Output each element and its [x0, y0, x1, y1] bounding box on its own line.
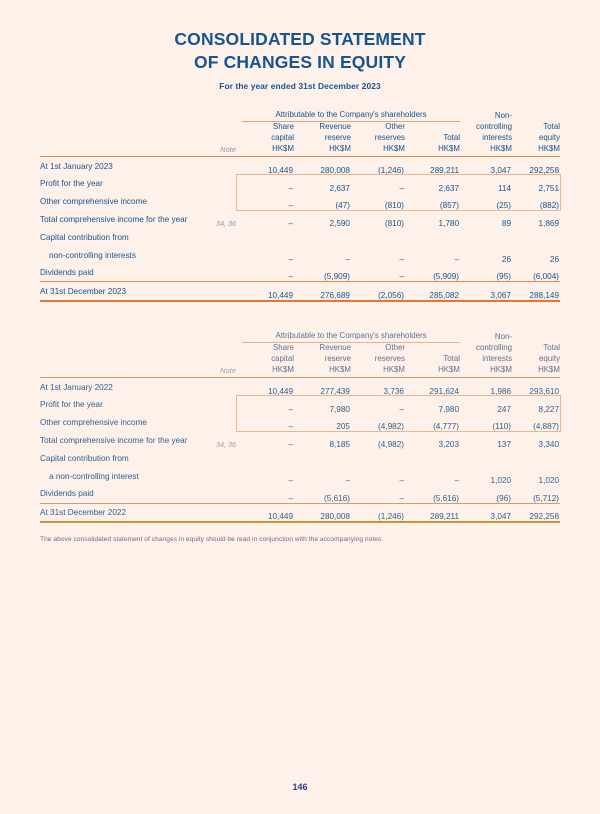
col-units-nci: HK$M: [460, 144, 512, 157]
table-row: [40, 210, 560, 228]
cell-total: 289,211: [430, 165, 460, 175]
col-header-total-equity-l3: equity: [538, 132, 561, 142]
table-row: [40, 378, 560, 396]
col-header-nci-l2: controlling: [476, 342, 513, 352]
row-label: Capital contribution from: [40, 232, 129, 242]
spacer-cell: [40, 342, 208, 354]
col-header-note: Note: [208, 144, 242, 157]
cell-share-capital: –: [288, 422, 293, 432]
col-header-total-equity-l2: Total: [543, 121, 561, 131]
col-header-total-l1: [405, 342, 460, 354]
cell-total: –: [454, 475, 460, 485]
cell-share-capital: 10,449: [242, 503, 294, 522]
cell-revenue-reserve: 2,590: [329, 219, 350, 229]
cell-other-reserves: (810): [384, 201, 404, 211]
cell-revenue-reserve: (47): [335, 201, 350, 211]
page-title-line-2: OF CHANGES IN EQUITY: [193, 52, 407, 73]
cell-total-equity: [512, 228, 560, 246]
col-header-nci-l3: interests: [482, 353, 513, 363]
col-units-total-equity: HK$M: [512, 144, 560, 157]
row-note: [208, 228, 242, 246]
cell-total-equity: 293,610: [529, 386, 560, 396]
cell-total: (5,616): [433, 493, 460, 503]
table-2023-column-header-row-2: [40, 133, 560, 144]
row-note: [208, 485, 242, 503]
cell-total-equity: 292,258: [529, 165, 560, 175]
cell-total-equity: 292,258: [512, 503, 560, 522]
cell-revenue-reserve: 276,689: [294, 282, 351, 301]
cell-share-capital: –: [288, 254, 293, 264]
cell-nci: (96): [496, 493, 512, 503]
cell-nci: 89: [501, 219, 512, 229]
cell-other-reserves: –: [399, 183, 404, 193]
table-2023-group-header-row: [40, 107, 560, 121]
row-note: [208, 467, 242, 485]
cell-revenue-reserve: (5,909): [324, 272, 350, 282]
page-title: [0, 28, 600, 74]
cell-nci: 3,047: [460, 503, 512, 522]
row-note: 34, 36: [216, 440, 236, 450]
cell-other-reserves: (4,982): [378, 422, 404, 432]
group-header-attributable: Attributable to the Company's shareholders: [242, 328, 460, 342]
cell-share-capital: 10,449: [267, 165, 293, 175]
cell-revenue-reserve: 280,008: [320, 165, 350, 175]
table-row: [40, 246, 560, 264]
cell-total-equity: 26: [549, 254, 560, 264]
statement-table-2022: [40, 328, 560, 523]
group-header-nci-top: Non-: [494, 332, 513, 342]
row-label: At 31st December 2023: [40, 282, 208, 301]
table-row: [40, 467, 560, 485]
col-header-revenue-reserve-l2: reserve: [324, 353, 351, 363]
cell-total: 291,624: [429, 386, 460, 396]
cell-revenue-reserve: (5,616): [324, 493, 350, 503]
col-header-other-reserves-l1: Other: [385, 342, 405, 352]
cell-total: (5,909): [433, 272, 460, 282]
col-units-total-equity: HK$M: [512, 365, 560, 378]
row-label: Profit for the year: [40, 179, 103, 189]
cell-share-capital: [242, 228, 294, 246]
col-units-other-reserves: HK$M: [351, 365, 405, 378]
row-label: At 1st January 2023: [40, 161, 113, 171]
col-header-other-reserves-l2: reserves: [374, 353, 405, 363]
table-2023-column-header-row: [40, 121, 560, 133]
spacer-cell: [40, 133, 208, 144]
cell-total: (4,777): [433, 422, 460, 432]
table-row: [40, 485, 560, 503]
cell-other-reserves: (810): [384, 219, 404, 229]
cell-revenue-reserve: –: [345, 475, 350, 485]
cell-share-capital: –: [288, 475, 293, 485]
col-header-revenue-reserve-l2: reserve: [324, 132, 351, 142]
cell-nci: 3,067: [460, 282, 512, 301]
row-label: Other comprehensive income: [40, 197, 147, 207]
cell-total-equity: 8,227: [538, 404, 560, 414]
cell-total-equity: (882): [539, 201, 560, 211]
page-number: 146: [292, 782, 308, 792]
cell-share-capital: –: [288, 183, 293, 193]
table-2023-units-row: [40, 144, 560, 157]
cell-revenue-reserve: 205: [336, 422, 350, 432]
cell-total-equity: (6,004): [533, 272, 560, 282]
row-label: Total comprehensive income for the year: [40, 436, 188, 446]
col-header-total-l2: Total: [443, 132, 461, 142]
row-note: [208, 175, 242, 193]
cell-other-reserves: –: [399, 272, 404, 282]
cell-total-equity: [512, 449, 560, 467]
col-units-other-reserves: HK$M: [351, 144, 405, 157]
cell-nci: 3,047: [490, 165, 512, 175]
col-units-total: HK$M: [405, 144, 460, 157]
row-note: [208, 396, 242, 414]
row-note: [208, 414, 242, 432]
col-units-total: HK$M: [405, 365, 460, 378]
table-2022-header: [40, 328, 560, 377]
row-label: non-controlling interests: [49, 250, 136, 260]
cell-share-capital: –: [288, 493, 293, 503]
table-2022-column-header-row-2: [40, 354, 560, 365]
cell-share-capital: –: [288, 404, 293, 414]
col-header-total-equity-l3: equity: [538, 353, 561, 363]
table-row: [40, 449, 560, 467]
cell-total: 289,211: [405, 503, 460, 522]
col-units-share-capital: HK$M: [242, 365, 294, 378]
col-header-revenue-reserve-l1: Revenue: [319, 342, 351, 352]
col-header-other-reserves-l2: reserves: [374, 132, 405, 142]
cell-nci: (95): [496, 272, 512, 282]
row-label: a non-controlling interest: [49, 471, 139, 481]
cell-other-reserves: (1,246): [378, 165, 404, 175]
cell-total-equity: 1,869: [538, 219, 560, 229]
cell-nci: [460, 228, 512, 246]
col-header-share-capital-l2: capital: [271, 353, 294, 363]
spacer-cell: [208, 133, 242, 144]
row-note: [208, 503, 242, 522]
cell-other-reserves: (4,982): [378, 440, 404, 450]
cell-total: 1,780: [438, 219, 460, 229]
spacer-cell: [40, 328, 208, 342]
cell-total-equity: 2,751: [538, 183, 560, 193]
spacer-cell: [208, 121, 242, 133]
spacer-cell: [208, 328, 242, 342]
row-label: Other comprehensive income: [40, 418, 147, 428]
spacer-cell: [208, 107, 242, 121]
cell-share-capital: [242, 449, 294, 467]
cell-nci: 26: [501, 254, 512, 264]
cell-other-reserves: (2,056): [351, 282, 405, 301]
col-header-total-equity-l2: Total: [543, 342, 561, 352]
spacer-cell: [40, 107, 208, 121]
table-row: [40, 431, 560, 449]
spacer-cell: [40, 144, 208, 157]
cell-revenue-reserve: 277,439: [320, 386, 350, 396]
cell-other-reserves: 3,736: [383, 386, 404, 396]
group-header-nci-top: Non-: [494, 111, 513, 121]
col-units-nci: HK$M: [460, 365, 512, 378]
footnote-text: The above consolidated statement of changes in equity should be read in conjunction with the accompanying notes.: [40, 536, 384, 544]
table-2022-column-header-row: [40, 342, 560, 354]
cell-revenue-reserve: 2,637: [329, 183, 350, 193]
row-note: 34, 36: [216, 219, 236, 229]
table-2023-header: [40, 107, 560, 156]
cell-nci: 1,020: [490, 475, 512, 485]
cell-other-reserves: –: [399, 475, 404, 485]
cell-total: –: [454, 254, 460, 264]
cell-share-capital: 10,449: [267, 386, 293, 396]
cell-revenue-reserve: 280,008: [294, 503, 351, 522]
cell-revenue-reserve: 7,980: [329, 404, 350, 414]
cell-total: 285,082: [405, 282, 460, 301]
col-units-revenue-reserve: HK$M: [294, 365, 351, 378]
col-header-nci-l2: controlling: [476, 121, 513, 131]
cell-other-reserves: –: [399, 254, 404, 264]
cell-nci: 114: [497, 183, 512, 193]
row-note: [208, 246, 242, 264]
row-note: [208, 157, 242, 175]
cell-total: 2,637: [438, 183, 460, 193]
col-header-revenue-reserve-l1: Revenue: [319, 121, 351, 131]
cell-nci: 137: [497, 440, 512, 450]
cell-total-equity: 3,340: [538, 440, 560, 450]
cell-nci: 247: [497, 404, 512, 414]
cell-total: (857): [439, 201, 460, 211]
col-units-share-capital: HK$M: [242, 144, 294, 157]
cell-other-reserves: –: [399, 493, 404, 503]
row-note: [208, 449, 242, 467]
cell-total-equity: (5,712): [533, 493, 560, 503]
cell-total-equity: 1,020: [538, 475, 560, 485]
cell-nci: [460, 449, 512, 467]
cell-total: [405, 449, 460, 467]
page-title-block: [0, 0, 600, 91]
table-row: [40, 414, 560, 432]
page-subtitle: For the year ended 31st December 2023: [219, 81, 381, 92]
table-row: [40, 396, 560, 414]
cell-share-capital: –: [288, 440, 293, 450]
cell-total: [405, 228, 460, 246]
cell-revenue-reserve: –: [345, 254, 350, 264]
spacer-cell: [40, 365, 208, 378]
table-gap-spacer: [0, 302, 600, 328]
cell-other-reserves: –: [399, 404, 404, 414]
table-row-total: [40, 503, 560, 522]
cell-share-capital: –: [288, 201, 293, 211]
table-row: [40, 228, 560, 246]
cell-other-reserves: [351, 228, 405, 246]
row-label: At 1st January 2022: [40, 382, 113, 392]
col-header-share-capital-l1: Share: [272, 342, 294, 352]
table-row-total: [40, 282, 560, 301]
spacer-cell: [208, 354, 242, 365]
statement-table-2022-wrapper: [40, 328, 560, 523]
cell-share-capital: –: [288, 272, 293, 282]
row-label: Dividends paid: [40, 489, 94, 499]
table-row: [40, 193, 560, 211]
cell-share-capital: 10,449: [242, 282, 294, 301]
page-title-line-1: CONSOLIDATED STATEMENT: [174, 29, 426, 49]
row-note: [208, 264, 242, 282]
col-header-total-l2: Total: [443, 353, 461, 363]
row-label: Total comprehensive income for the year: [40, 214, 188, 224]
cell-revenue-reserve: 8,185: [329, 440, 350, 450]
table-2022-group-header-row: [40, 328, 560, 342]
row-note: [208, 282, 242, 301]
spacer-cell: [208, 342, 242, 354]
cell-total-equity: 288,149: [512, 282, 560, 301]
cell-total: 7,980: [438, 404, 460, 414]
row-label: Capital contribution from: [40, 453, 129, 463]
table-2022-units-row: [40, 365, 560, 378]
col-header-other-reserves-l1: Other: [385, 121, 405, 131]
cell-total-equity: (4,887): [533, 422, 560, 432]
cell-total: 3,203: [438, 440, 460, 450]
cell-other-reserves: [351, 449, 405, 467]
cell-other-reserves: (1,246): [351, 503, 405, 522]
cell-share-capital: –: [288, 219, 293, 229]
col-header-nci-l3: interests: [482, 132, 513, 142]
spacer-cell: [40, 121, 208, 133]
col-header-note: Note: [208, 365, 242, 378]
cell-nci: 1,986: [490, 386, 512, 396]
statement-table-2023: [40, 107, 560, 302]
table-2023-body: [40, 157, 560, 302]
col-header-share-capital-l2: capital: [271, 132, 294, 142]
table-row: [40, 175, 560, 193]
statement-table-2023-wrapper: [40, 107, 560, 302]
cell-revenue-reserve: [294, 228, 351, 246]
row-label: Profit for the year: [40, 400, 103, 410]
cell-nci: (25): [496, 201, 512, 211]
col-header-total-l1: [405, 121, 460, 133]
spacer-cell: [512, 328, 560, 342]
table-2022-body: [40, 378, 560, 523]
cell-nci: (110): [492, 422, 512, 432]
row-label: At 31st December 2022: [40, 503, 208, 522]
row-note: [208, 193, 242, 211]
row-label: Dividends paid: [40, 268, 94, 278]
col-units-revenue-reserve: HK$M: [294, 144, 351, 157]
cell-revenue-reserve: [294, 449, 351, 467]
spacer-cell: [40, 354, 208, 365]
table-row: [40, 264, 560, 282]
table-row: [40, 157, 560, 175]
col-header-share-capital-l1: Share: [272, 121, 294, 131]
spacer-cell: [512, 107, 560, 121]
group-header-attributable: Attributable to the Company's shareholders: [242, 107, 460, 121]
row-note: [208, 378, 242, 396]
